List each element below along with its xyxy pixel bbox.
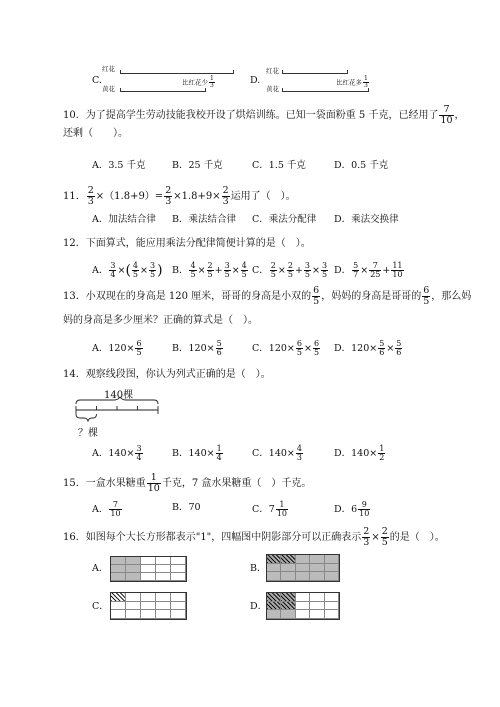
grid-cell — [141, 602, 156, 611]
q14-option-d[interactable]: D．140× $\frac{1}{2}$ — [334, 444, 385, 462]
q15-option-b[interactable]: B．70 — [172, 502, 201, 513]
q11-stem: 11． $\frac{2}{3}$ ×（1.8+9）= $\frac{2}{3}$ ×1.8+9× $\frac{2}{3}$ 运用了（ ）。 — [63, 185, 296, 207]
q11-option-d[interactable]: D．乘法交换律 — [334, 214, 399, 225]
grid-cell — [325, 564, 339, 573]
grid-cell — [281, 593, 295, 602]
grid-cell — [126, 565, 141, 573]
q16-option-a-label[interactable]: A． — [92, 563, 109, 574]
q13-stem-line2: 妈的身高是多少厘米？正确的算式是（ ）。 — [63, 315, 258, 326]
grid-cell — [156, 602, 171, 611]
q10-option-c[interactable]: C．1.5 千克 — [252, 160, 306, 171]
grid-cell — [126, 610, 141, 619]
grid-cell — [171, 573, 186, 581]
grid-cell — [325, 610, 339, 619]
q14-total-label: 140棵 — [104, 390, 134, 401]
grid-cell — [111, 610, 126, 619]
q16-option-b-label[interactable]: B． — [250, 563, 267, 574]
q9-d-red-label: 红花 — [266, 67, 279, 75]
q15-option-c[interactable]: C．7 $\frac{1}{10}$ — [252, 500, 288, 518]
grid-cell — [126, 573, 141, 581]
q11-option-b[interactable]: B．乘法结合律 — [172, 214, 236, 225]
q13-stem-line1: 13．小双现在的身高是 120 厘米，哥哥的身高是小双的 $\frac{6}{5}$ ，妈妈的身高是哥哥的 $\frac{6}{5}$ ，那么妈 — [63, 285, 472, 307]
grid-cell — [171, 602, 186, 611]
q12-option-c[interactable]: C． $\frac{2}{5}$ × $\frac{2}{5}$ + $\frac{3}{5}$ × $\frac{3}{5}$ — [252, 261, 328, 279]
grid-cell — [310, 572, 324, 581]
q9-c-red-label: 红花 — [102, 65, 115, 73]
q16-option-c-figure[interactable] — [110, 592, 187, 620]
q9-d-yellow-label: 黄花 — [266, 85, 279, 93]
grid-cell — [296, 564, 310, 573]
grid-cell — [296, 610, 310, 619]
grid-cell — [267, 564, 281, 573]
grid-cell — [296, 572, 310, 581]
grid-cell — [171, 565, 186, 573]
grid-cell — [111, 565, 126, 573]
grid-cell — [126, 593, 141, 602]
q16-option-d-label[interactable]: D． — [250, 601, 268, 612]
grid-cell — [310, 610, 324, 619]
q9-c-red-bar — [120, 70, 234, 74]
q15-option-a[interactable]: A． $\frac{7}{10}$ — [92, 500, 121, 518]
grid-cell — [111, 602, 126, 611]
grid-cell — [156, 573, 171, 581]
grid-cell — [267, 572, 281, 581]
q16-option-d-figure[interactable] — [266, 592, 340, 620]
q9-c-yellow-label: 黄花 — [102, 85, 115, 93]
grid-cell — [267, 602, 281, 611]
grid-cell — [267, 555, 281, 564]
grid-cell — [156, 610, 171, 619]
q16-stem: 16．如图每个大长方形都表示"1"，四幅图中阴影部分可以正确表示 $\frac{2}{3}$ × $\frac{2}{5}$ 的是（ ）。 — [63, 526, 445, 548]
q14-part-brace — [76, 414, 97, 421]
grid-cell — [296, 602, 310, 611]
q10-stem-line2: 还剩（ ）。 — [63, 128, 128, 139]
grid-cell — [141, 565, 156, 573]
grid-cell — [156, 565, 171, 573]
grid-cell — [141, 557, 156, 565]
grid-cell — [141, 573, 156, 581]
grid-cell — [267, 610, 281, 619]
grid-cell — [310, 602, 324, 611]
grid-cell — [141, 593, 156, 602]
q14-total-brace — [76, 397, 158, 404]
q12-option-a[interactable]: A． $\frac{3}{4}$ ×( $\frac{4}{5}$ × $\frac{3}{5}$ ) — [92, 261, 163, 279]
grid-cell — [126, 602, 141, 611]
q10-option-b[interactable]: B．25 千克 — [172, 160, 223, 171]
q10-option-d[interactable]: D．0.5 千克 — [334, 160, 389, 171]
grid-cell — [310, 564, 324, 573]
grid-cell — [281, 602, 295, 611]
q16-option-a-figure[interactable] — [110, 556, 187, 582]
grid-cell — [171, 557, 186, 565]
grid-cell — [281, 610, 295, 619]
q13-option-a[interactable]: A．120× $\frac{6}{5}$ — [92, 339, 142, 357]
q12-option-d[interactable]: D． $\frac{5}{7}$ × $\frac{7}{25}$ + $\frac{11}{10}$ — [334, 261, 403, 279]
grid-cell — [171, 593, 186, 602]
q13-option-b[interactable]: B．120× $\frac{5}{6}$ — [172, 339, 222, 357]
q14-segment-diagram — [74, 396, 164, 426]
q15-option-d[interactable]: D．6 $\frac{9}{10}$ — [334, 500, 370, 518]
q9-option-c-label[interactable]: C. — [92, 75, 102, 86]
q9-c-note: 比红花少 $\frac{1}{3}$ — [182, 75, 214, 89]
grid-cell — [171, 610, 186, 619]
q11-option-a[interactable]: A．加法结合律 — [92, 214, 156, 225]
grid-cell — [141, 610, 156, 619]
grid-cell — [310, 593, 324, 602]
q12-stem: 12．下面算式，能应用乘法分配律简便计算的是（ ）。 — [63, 238, 311, 249]
grid-cell — [281, 555, 295, 564]
grid-cell — [267, 593, 281, 602]
q9-d-red-bar — [282, 70, 348, 74]
grid-cell — [111, 557, 126, 565]
q14-stem: 14．观察线段图，你认为列式正确的是（ ）。 — [63, 369, 271, 380]
q14-unknown-label: ？棵 — [78, 428, 98, 439]
q12-option-b[interactable]: B． $\frac{4}{5}$ × $\frac{2}{5}$ + $\frac{3}{5}$ × $\frac{4}{5}$ — [172, 261, 247, 279]
q13-option-d[interactable]: D．120× $\frac{5}{6}$ × $\frac{5}{6}$ — [334, 339, 402, 357]
q11-option-c[interactable]: C．乘法分配律 — [252, 214, 317, 225]
grid-cell — [126, 557, 141, 565]
grid-cell — [156, 557, 171, 565]
grid-cell — [296, 555, 310, 564]
grid-cell — [281, 564, 295, 573]
grid-cell — [296, 593, 310, 602]
q14-option-c[interactable]: C．140× $\frac{4}{3}$ — [252, 444, 302, 462]
q10-option-a[interactable]: A．3.5 千克 — [92, 160, 146, 171]
grid-cell — [156, 593, 171, 602]
q15-stem: 15．一盒水果糖重 $\frac{1}{10}$ 千克，7 盒水果糖重（ ）千克。 — [63, 472, 312, 494]
grid-cell — [325, 555, 339, 564]
grid-cell — [310, 555, 324, 564]
q9-d-note: 比红花多 $\frac{1}{3}$ — [336, 75, 368, 89]
q16-option-c-label[interactable]: C． — [92, 601, 109, 612]
q14-option-b[interactable]: B．140× $\frac{1}{4}$ — [172, 444, 222, 462]
q9-option-d-label[interactable]: D. — [250, 75, 261, 86]
grid-cell — [111, 593, 126, 602]
grid-cell — [281, 572, 295, 581]
grid-cell — [325, 572, 339, 581]
q16-option-b-figure[interactable] — [266, 554, 340, 582]
q10-stem-line1: 10．为了提高学生劳动技能我校开设了烘焙训练。已知一袋面粉重 5 千克，已经用了 $\frac{7}{10}$ ， — [63, 104, 465, 126]
grid-cell — [111, 573, 126, 581]
q14-option-a[interactable]: A．140× $\frac{3}{4}$ — [92, 444, 142, 462]
grid-cell — [325, 602, 339, 611]
q13-option-c[interactable]: C．120× $\frac{6}{5}$ × $\frac{6}{5}$ — [252, 339, 320, 357]
grid-cell — [325, 593, 339, 602]
